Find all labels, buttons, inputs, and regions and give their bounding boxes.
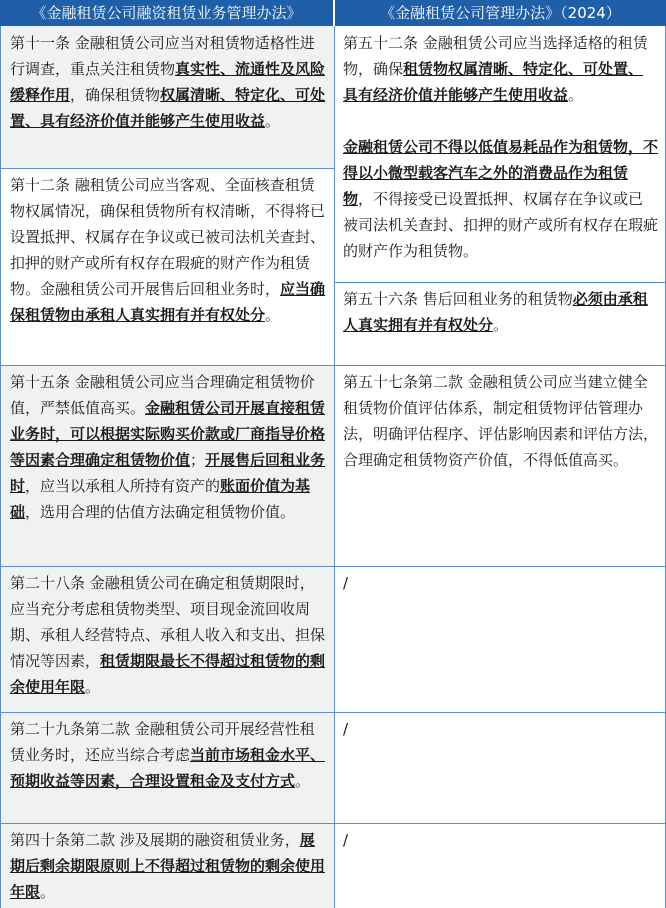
row-5-right-cell: / [343, 720, 349, 738]
highlighted-text: 必须由承租人真实拥有并有权处分 [343, 290, 648, 334]
row-4-left-cell: 第二十八条 金融租赁公司在确定租赁期限时，应当充分考虑租赁物类型、项目现金流回收周期、承租人经营特点、承租人收入和支出、担保情况等因素，租赁期限最长不得超过租赁物的剩余使用年限。 [0, 566, 334, 712]
highlighted-text: 租赁物权属清晰、特定化、可处置、具有经济价值并能够产生使用收益 [343, 60, 644, 104]
highlighted-text: 金融租赁公司不得以低值易耗品作为租赁物，不得以小微型载客汽车之外的消费品作为租赁物 [343, 138, 659, 208]
row-6-right-cell: / [343, 831, 349, 849]
row-divider [0, 566, 666, 567]
highlighted-text: 权属清晰、特定化、可处置、具有经济价值并能够产生使用收益 [10, 86, 326, 130]
highlighted-text: 开展售后回租业务时 [10, 451, 326, 495]
left-column-header: 《金融租赁公司融资租赁业务管理办法》 [0, 0, 333, 26]
row-3-left-cell: 第十五条 金融租赁公司应当合理确定租赁物价值，严禁低值高买。金融租赁公司开展直接租赁业务时，可以根据实际购买价款或厂商指导价格等因素合理确定租赁物价值；开展售后回租业务时，应当以承租人所持有资产的账面价值为基础，选用合理的估值方法确定租赁物价值。 [0, 365, 334, 566]
row-divider [0, 823, 666, 824]
highlighted-text: 账面价值为基础 [10, 477, 311, 521]
row-3-right-cell: 第五十七条第二款 金融租赁公司应当建立健全租赁物价值评估体系，制定租赁物评估管理办法，明确评估程序、评估影响因素和评估方法，合理确定租赁物资产价值，不得低值高买。 [343, 373, 659, 469]
right-column-header: 《金融租赁公司管理办法》（2024） [335, 0, 666, 26]
row-2-left-cell: 第十二条 融租赁公司应当客观、全面核查租赁物权属情况，确保租赁物所有权清晰，不得将已设置抵押、权属存在争议或已被司法机关查封、扣押的财产或所有权存在瑕疵的财产作为租赁物。金融租赁公司开展售后回租业务时，应当确保租赁物由承租人真实拥有并有权处分。 [10, 176, 326, 324]
row-1-right-cell: 第五十二条 金融租赁公司应当选择适格的租赁物，确保租赁物权属清晰、特定化、可处置、具有经济价值并能够产生使用收益。 金融租赁公司不得以低值易耗品作为租赁物，不得以小微型载客汽车之外的消费品作为租赁物，不得接受已设置抵押、权属存在争议或已被司法机关查封、扣押的财产或所有权存在瑕疵的财产作为租赁物。 [343, 34, 659, 260]
row-5-left-cell: 第二十九条第二款 金融租赁公司开展经营性租赁业务时，还应当综合考虑当前市场租金水平、预期收益等因素，合理设置租金及支付方式。 [0, 712, 334, 823]
row-divider [0, 168, 334, 169]
highlighted-text: 金融租赁公司开展直接租赁业务时，可以根据实际购买价款或厂商指导价格等因素合理确定租赁物价值 [10, 399, 326, 469]
row-6-left-cell: 第四十条第二款 涉及展期的融资租赁业务，展期后剩余期限原则上不得超过租赁物的剩余使用年限。 [0, 823, 334, 908]
row-divider [0, 365, 666, 366]
row-divider [335, 282, 666, 283]
row-1-left-cell: 第十一条 金融租赁公司应当对租赁物适格性进行调查，重点关注租赁物真实性、流通性及风险缓释作用，确保租赁物权属清晰、特定化、可处置、具有经济价值并能够产生使用收益。 [0, 26, 334, 168]
highlighted-text: 当前市场租金水平、预期收益等因素，合理设置租金及支付方式 [10, 746, 326, 790]
column-divider [334, 26, 335, 908]
row-2-right-cell: 第五十六条 售后回租业务的租赁物必须由承租人真实拥有并有权处分。 [343, 290, 648, 334]
highlighted-text: 展期后剩余期限原则上不得超过租赁物的剩余使用年限 [10, 831, 326, 901]
row-divider [0, 712, 666, 713]
highlighted-text: 租赁期限最长不得超过租赁物的剩余使用年限 [10, 652, 326, 696]
table-border-left [0, 26, 1, 908]
highlighted-text: 真实性、流通性及风险缓释作用 [10, 60, 326, 104]
row-4-right-cell: / [343, 574, 349, 592]
highlighted-text: 应当确保租赁物由承租人真实拥有并有权处分 [10, 280, 326, 324]
